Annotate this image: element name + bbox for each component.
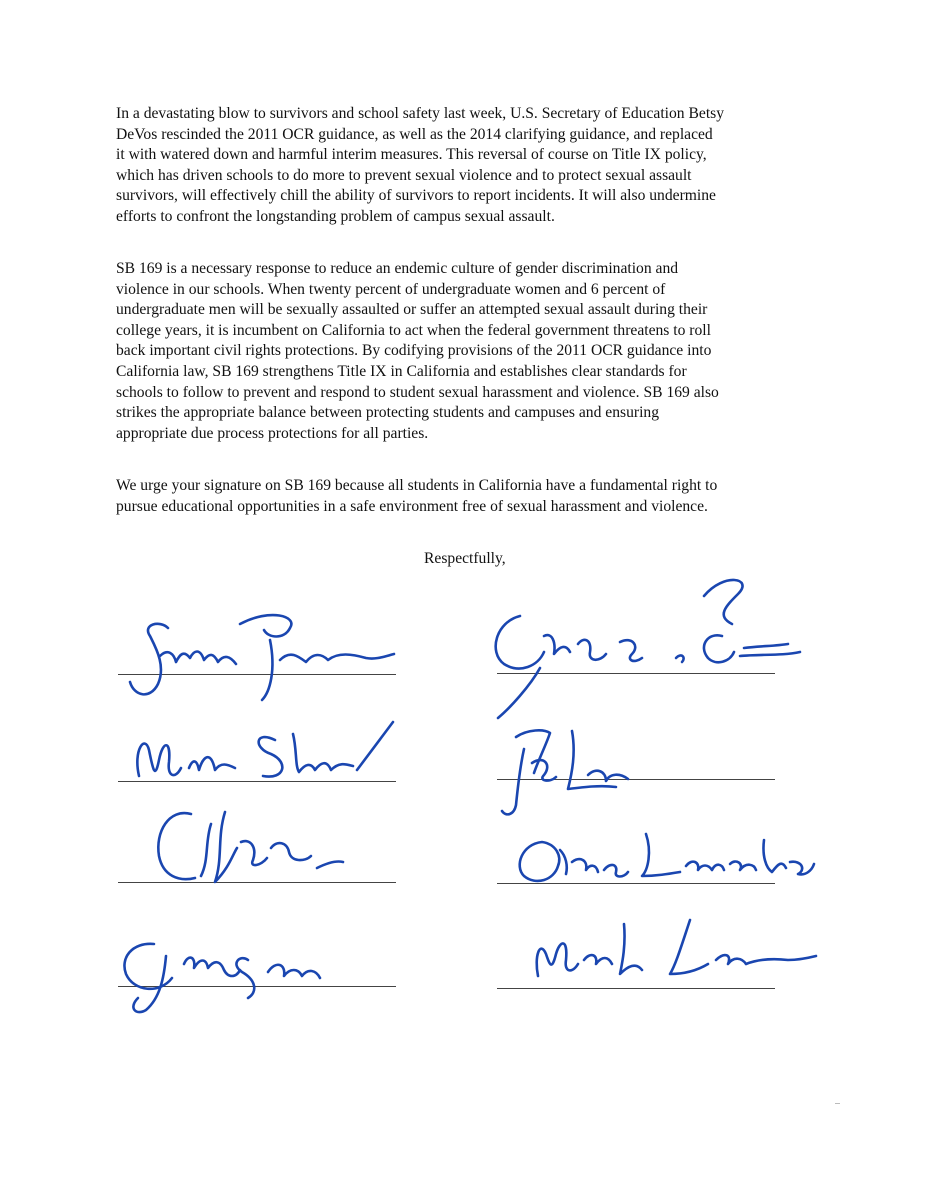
text-line: it with watered down and harmful interim measures. This reversal of course on Title IX policy, bbox=[116, 146, 707, 164]
text-line: SB 169 is a necessary response to reduce an endemic culture of gender discrimination and bbox=[116, 260, 679, 277]
signature-right-3 bbox=[506, 812, 816, 912]
signature-right-1 bbox=[470, 566, 800, 726]
signature-left-4 bbox=[108, 920, 348, 1020]
text-line: California law, SB 169 strengthens Title IX in California and establishes clear standards for bbox=[116, 362, 687, 380]
text-line: college years, it is incumbent on California to act when the federal government threatens to roll bbox=[116, 321, 711, 339]
text-line: In a devastating blow to survivors and school safety last week, U.S. Secretary of Education Betsy bbox=[116, 105, 725, 122]
text-line: appropriate due process protections for all parties. bbox=[116, 424, 429, 442]
text-line: back important civil rights protections. By codifying provisions of the 2011 OCR guidance into bbox=[116, 342, 712, 360]
signature-right-2 bbox=[488, 715, 688, 825]
text-line: which has driven schools to do more to prevent sexual violence and to protect sexual assault bbox=[116, 166, 692, 184]
text-line: We urge your signature on SB 169 because all students in California have a fundamental right to bbox=[116, 477, 718, 494]
text-line: pursue educational opportunities in a safe environment free of sexual harassment and violence. bbox=[116, 497, 708, 515]
text-line: DeVos rescinded the 2011 OCR guidance, as well as the 2014 clarifying guidance, and replaced bbox=[116, 125, 713, 143]
text-line: schools to follow to prevent and respond to student sexual harassment and violence. SB 169 also bbox=[116, 383, 719, 401]
text-line: efforts to confront the longstanding problem of campus sexual assault. bbox=[116, 207, 555, 225]
text-line: survivors, will effectively chill the ability of survivors to report incidents. It will also undermine bbox=[116, 187, 716, 205]
signature-left-1 bbox=[120, 600, 400, 710]
paragraph-1 bbox=[116, 104, 828, 228]
signature-right-4 bbox=[520, 904, 820, 994]
paragraph-3 bbox=[116, 476, 828, 517]
paragraph-2 bbox=[116, 259, 828, 444]
signature-left-2 bbox=[125, 710, 405, 800]
text-line: strikes the appropriate balance between protecting students and campuses and ensuring bbox=[116, 404, 660, 422]
signature-left-3 bbox=[125, 798, 365, 898]
text-line: violence in our schools. When twenty percent of undergraduate women and 6 percent of bbox=[116, 280, 666, 298]
scan-artifact bbox=[835, 1103, 840, 1104]
text-line: undergraduate men will be sexually assaulted or suffer an attempted sexual assault during their bbox=[116, 301, 708, 319]
closing: Respectfully, bbox=[424, 550, 506, 567]
